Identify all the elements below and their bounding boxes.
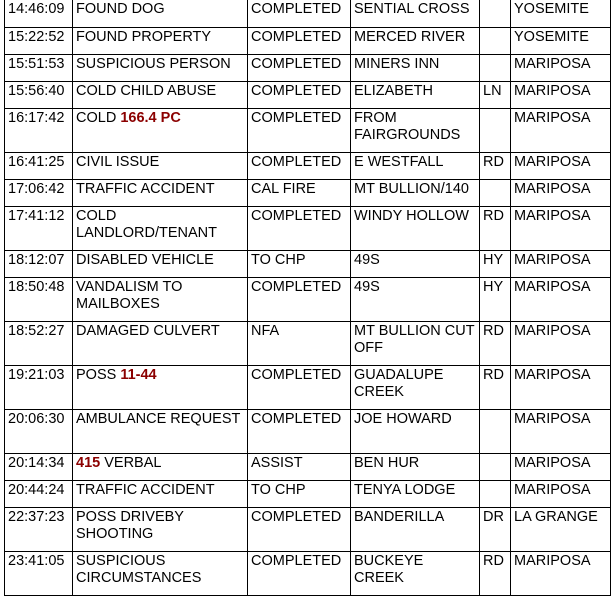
table-row xyxy=(5,507,611,551)
location-cell: BEN HUR xyxy=(351,453,480,480)
incident-cell xyxy=(73,179,248,206)
suffix-cell: RD xyxy=(480,551,511,595)
location-cell: SENTIAL CROSS xyxy=(351,0,480,27)
incident-code: 11-44 xyxy=(120,366,157,383)
suffix-cell xyxy=(480,0,511,27)
time-cell: 15:51:53 xyxy=(5,54,73,81)
table-row xyxy=(5,179,611,206)
disposition-cell: COMPLETED xyxy=(248,81,351,108)
time-cell: 18:12:07 xyxy=(5,250,73,277)
time-cell: 14:46:09 xyxy=(5,0,73,27)
incident-cell xyxy=(73,27,248,54)
location-cell: FROM FAIRGROUNDS xyxy=(351,108,480,152)
location-cell: MERCED RIVER xyxy=(351,27,480,54)
location-cell: MINERS INN xyxy=(351,54,480,81)
time-cell: 17:06:42 xyxy=(5,179,73,206)
table-row xyxy=(5,250,611,277)
location-cell: BANDERILLA xyxy=(351,507,480,551)
table-row xyxy=(5,480,611,507)
time-cell: 16:17:42 xyxy=(5,108,73,152)
time-cell: 18:52:27 xyxy=(5,321,73,365)
table-row xyxy=(5,277,611,321)
table-row xyxy=(5,321,611,365)
city-cell: MARIPOSA xyxy=(511,54,611,81)
time-cell: 18:50:48 xyxy=(5,277,73,321)
suffix-cell: DR xyxy=(480,507,511,551)
incident-text: POSS DRIVEBY SHOOTING xyxy=(76,508,184,542)
city-cell: MARIPOSA xyxy=(511,179,611,206)
location-cell: ELIZABETH xyxy=(351,81,480,108)
incident-code: 166.4 PC xyxy=(120,109,181,126)
city-cell: YOSEMITE xyxy=(511,27,611,54)
time-cell: 19:21:03 xyxy=(5,365,73,409)
disposition-cell: COMPLETED xyxy=(248,54,351,81)
suffix-cell: HY xyxy=(480,277,511,321)
disposition-cell: COMPLETED xyxy=(248,152,351,179)
incident-text: TRAFFIC ACCIDENT xyxy=(76,481,215,498)
incident-cell xyxy=(73,81,248,108)
time-cell: 15:22:52 xyxy=(5,27,73,54)
suffix-cell xyxy=(480,480,511,507)
incident-cell xyxy=(73,453,248,480)
incident-cell xyxy=(73,0,248,27)
incident-cell xyxy=(73,108,248,152)
city-cell: MARIPOSA xyxy=(511,551,611,595)
incident-text: AMBULANCE REQUEST xyxy=(76,410,241,427)
suffix-cell xyxy=(480,453,511,480)
time-cell: 23:41:05 xyxy=(5,551,73,595)
incident-text: FOUND PROPERTY xyxy=(76,28,212,45)
time-cell: 16:41:25 xyxy=(5,152,73,179)
incident-code: 415 xyxy=(76,454,101,471)
incident-cell xyxy=(73,551,248,595)
incident-text: CIVIL ISSUE xyxy=(76,153,160,170)
city-cell: MARIPOSA xyxy=(511,453,611,480)
disposition-cell: COMPLETED xyxy=(248,551,351,595)
incident-cell xyxy=(73,321,248,365)
location-cell: WINDY HOLLOW xyxy=(351,206,480,250)
incident-cell xyxy=(73,480,248,507)
incident-text: TRAFFIC ACCIDENT xyxy=(76,180,215,197)
suffix-cell xyxy=(480,409,511,453)
city-cell: LA GRANGE xyxy=(511,507,611,551)
location-cell: E WESTFALL xyxy=(351,152,480,179)
table-row xyxy=(5,81,611,108)
time-cell: 17:41:12 xyxy=(5,206,73,250)
incident-text: VANDALISM TO MAILBOXES xyxy=(76,278,183,312)
city-cell: MARIPOSA xyxy=(511,250,611,277)
table-row xyxy=(5,453,611,480)
location-cell: GUADALUPE CREEK xyxy=(351,365,480,409)
city-cell: MARIPOSA xyxy=(511,108,611,152)
location-cell: MT BULLION CUT OFF xyxy=(351,321,480,365)
disposition-cell: COMPLETED xyxy=(248,409,351,453)
time-cell: 20:06:30 xyxy=(5,409,73,453)
disposition-cell: COMPLETED xyxy=(248,206,351,250)
city-cell: YOSEMITE xyxy=(511,0,611,27)
incident-cell xyxy=(73,206,248,250)
location-cell: BUCKEYE CREEK xyxy=(351,551,480,595)
incident-text: COLD CHILD ABUSE xyxy=(76,82,217,99)
table-row xyxy=(5,54,611,81)
incident-text: COLD xyxy=(76,109,121,126)
incident-text: VERBAL xyxy=(100,454,162,471)
table-row xyxy=(5,365,611,409)
incident-log-table xyxy=(4,0,611,596)
city-cell: MARIPOSA xyxy=(511,321,611,365)
incident-cell xyxy=(73,152,248,179)
suffix-cell xyxy=(480,179,511,206)
incident-text: POSS xyxy=(76,366,121,383)
incident-cell xyxy=(73,365,248,409)
table-row xyxy=(5,152,611,179)
table-row xyxy=(5,409,611,453)
disposition-cell: COMPLETED xyxy=(248,0,351,27)
incident-text: FOUND DOG xyxy=(76,1,165,17)
incident-cell xyxy=(73,54,248,81)
disposition-cell: NFA xyxy=(248,321,351,365)
time-cell: 20:44:24 xyxy=(5,480,73,507)
city-cell: MARIPOSA xyxy=(511,206,611,250)
disposition-cell: TO CHP xyxy=(248,480,351,507)
city-cell: MARIPOSA xyxy=(511,81,611,108)
time-cell: 15:56:40 xyxy=(5,81,73,108)
table-row xyxy=(5,206,611,250)
suffix-cell: LN xyxy=(480,81,511,108)
location-cell: MT BULLION/140 xyxy=(351,179,480,206)
suffix-cell: RD xyxy=(480,152,511,179)
incident-text: SUSPICIOUS PERSON xyxy=(76,55,231,72)
city-cell: MARIPOSA xyxy=(511,152,611,179)
incident-cell xyxy=(73,277,248,321)
incident-cell xyxy=(73,507,248,551)
disposition-cell: COMPLETED xyxy=(248,507,351,551)
city-cell: MARIPOSA xyxy=(511,409,611,453)
incident-text: DISABLED VEHICLE xyxy=(76,251,214,268)
disposition-cell: COMPLETED xyxy=(248,27,351,54)
suffix-cell xyxy=(480,54,511,81)
location-cell: TENYA LODGE xyxy=(351,480,480,507)
suffix-cell: RD xyxy=(480,321,511,365)
location-cell: 49S xyxy=(351,250,480,277)
suffix-cell xyxy=(480,108,511,152)
incident-text: SUSPICIOUS CIRCUMSTANCES xyxy=(76,552,202,586)
incident-cell xyxy=(73,250,248,277)
location-cell: JOE HOWARD xyxy=(351,409,480,453)
incident-text: DAMAGED CULVERT xyxy=(76,322,220,339)
table-row xyxy=(5,551,611,595)
incident-cell xyxy=(73,409,248,453)
city-cell: MARIPOSA xyxy=(511,480,611,507)
city-cell: MARIPOSA xyxy=(511,277,611,321)
disposition-cell: COMPLETED xyxy=(248,277,351,321)
disposition-cell: CAL FIRE xyxy=(248,179,351,206)
suffix-cell: RD xyxy=(480,365,511,409)
time-cell: 22:37:23 xyxy=(5,507,73,551)
suffix-cell: RD xyxy=(480,206,511,250)
time-cell: 20:14:34 xyxy=(5,453,73,480)
table-row xyxy=(5,27,611,54)
table-row xyxy=(5,108,611,152)
city-cell: MARIPOSA xyxy=(511,365,611,409)
disposition-cell: ASSIST xyxy=(248,453,351,480)
incident-log-body xyxy=(5,0,611,595)
location-cell: 49S xyxy=(351,277,480,321)
incident-text: COLD LANDLORD/TENANT xyxy=(76,207,217,241)
suffix-cell xyxy=(480,27,511,54)
disposition-cell: TO CHP xyxy=(248,250,351,277)
disposition-cell: COMPLETED xyxy=(248,108,351,152)
suffix-cell: HY xyxy=(480,250,511,277)
disposition-cell: COMPLETED xyxy=(248,365,351,409)
table-row xyxy=(5,0,611,27)
